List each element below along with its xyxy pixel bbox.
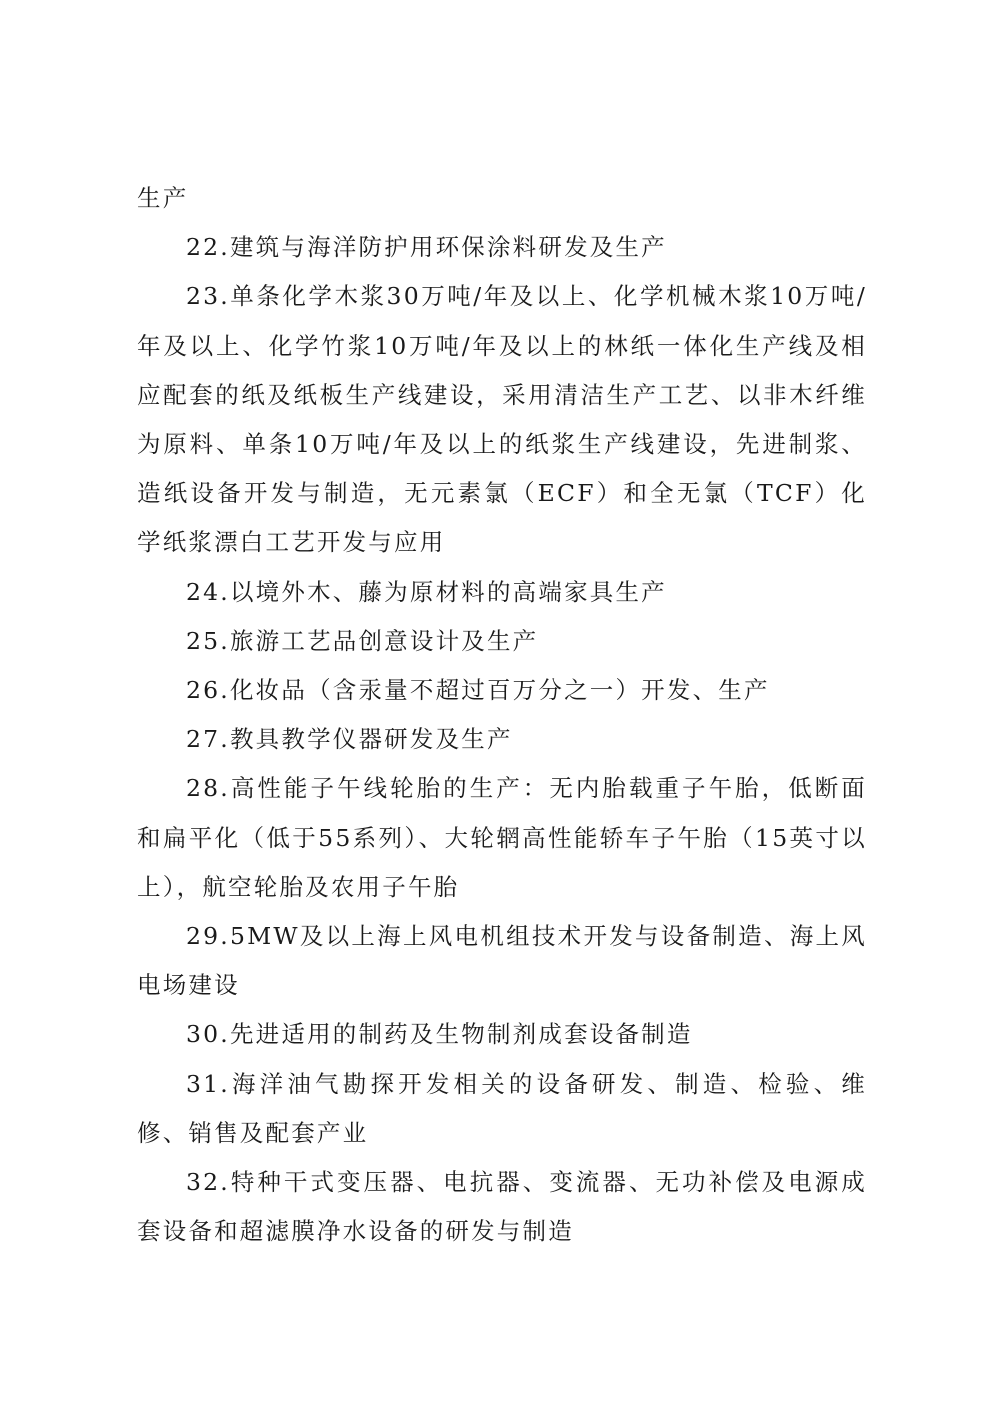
item-26: 26.化妆品（含汞量不超过百万分之一）开发、生产 — [186, 676, 770, 705]
item-24: 24.以境外木、藤为原材料的高端家具生产 — [186, 577, 667, 606]
item-27: 27.教具教学仪器研发及生产 — [186, 725, 513, 754]
paragraph-continuation: 生产 — [137, 184, 189, 212]
item-22: 22.建筑与海洋防护用环保涂料研发及生产 — [186, 233, 667, 262]
item-32: 32.特种干式变压器、电抗器、变流器、无功补偿及电源成套设备和超滤膜净水设备的研发与制造 — [137, 1168, 867, 1246]
item-25: 25.旅游工艺品创意设计及生产 — [186, 626, 539, 655]
document-body — [137, 174, 867, 1256]
item-29: 29.5MW及以上海上风电机组技术开发与设备制造、海上风电场建设 — [137, 922, 867, 1000]
item-30: 30.先进适用的制药及生物制剂成套设备制造 — [186, 1020, 693, 1049]
item-23: 23.单条化学木浆30万吨/年及以上、化学机械木浆10万吨/年及以上、化学竹浆10万吨/年及以上的林纸一体化生产线及相应配套的纸及纸板生产线建设，采用清洁生产工艺、以非木纤维为原料、单条10万吨/年及以上的纸浆生产线建设，先进制浆、造纸设备开发与制造，无元素氯（ECF）和全无氯（TCF）化学纸浆漂白工艺开发与应用 — [137, 282, 867, 557]
item-31: 31.海洋油气勘探开发相关的设备研发、制造、检验、维修、销售及配套产业 — [137, 1069, 867, 1147]
item-28: 28.高性能子午线轮胎的生产：无内胎载重子午胎，低断面和扁平化（低于55系列）、大轮辋高性能轿车子午胎（15英寸以上），航空轮胎及农用子午胎 — [137, 774, 867, 901]
